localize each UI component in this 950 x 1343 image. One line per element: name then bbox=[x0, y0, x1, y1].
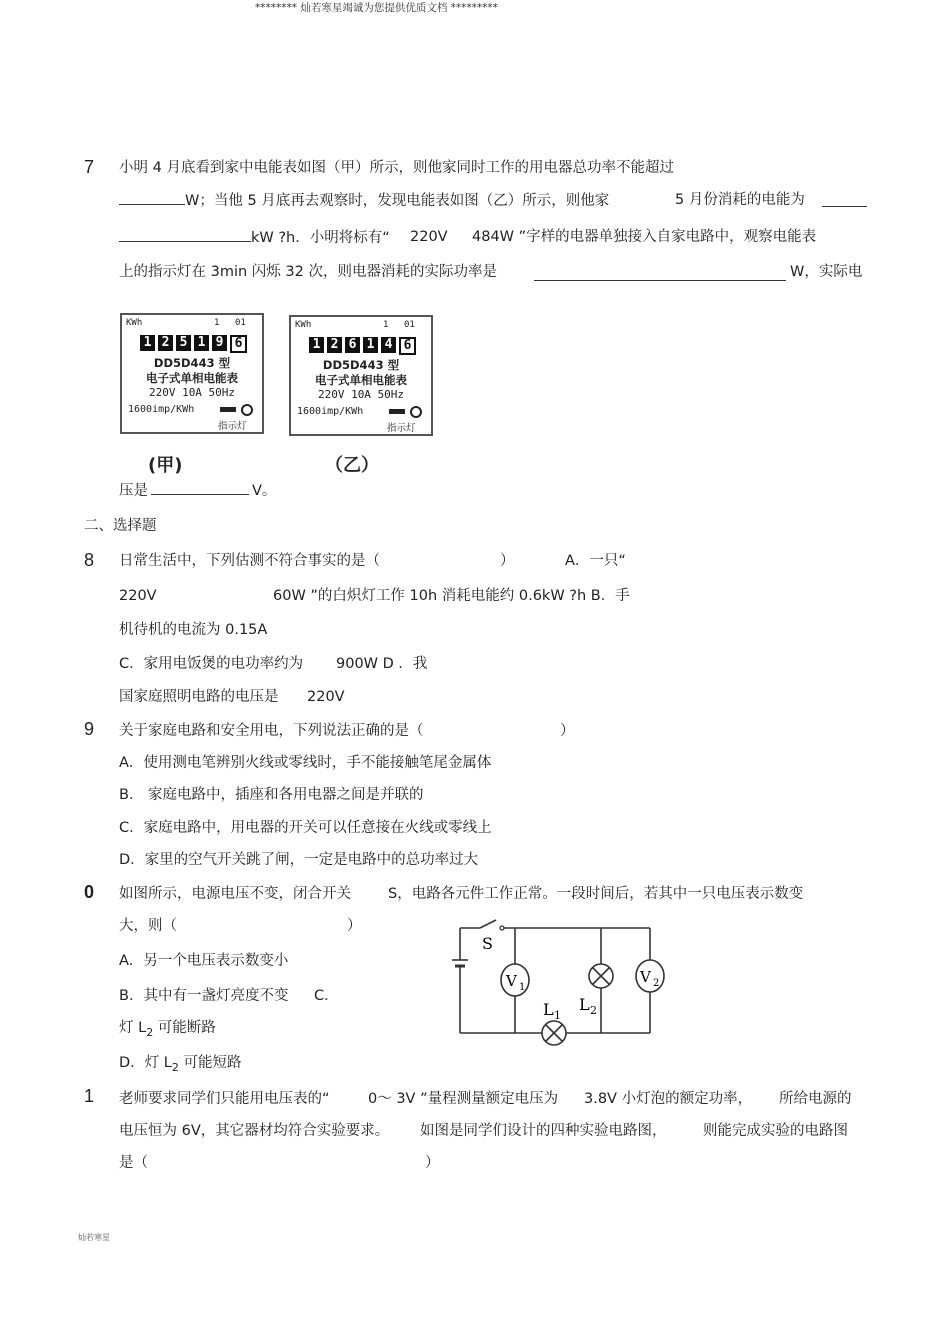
q11-line2: 电压恒为 6V，其它器材均符合实验要求。 bbox=[119, 1123, 390, 1139]
meter-indicator-label: 指示灯 bbox=[218, 421, 247, 432]
q7-line3-voltage: 220V bbox=[410, 229, 448, 245]
q10-option-c[interactable]: C． bbox=[314, 988, 339, 1004]
q10-option-c-text: 灯 $L_2$ 可能断路 bbox=[119, 1020, 216, 1039]
meter-digit: 4 bbox=[381, 337, 396, 353]
q10-stem2: 大，则（ bbox=[119, 918, 177, 934]
q10-stem-rest: S，电路各元件工作正常。一段时间后，若其中一只电压表示数变 bbox=[388, 886, 804, 902]
answer-blank[interactable] bbox=[119, 227, 251, 242]
meter-code: 01 bbox=[235, 318, 246, 328]
q9-stem-close: ） bbox=[560, 723, 575, 739]
switch-label: S bbox=[482, 934, 493, 953]
question-number-11: 1 bbox=[84, 1086, 95, 1106]
q11-line1-end: 所给电源的 bbox=[779, 1091, 852, 1107]
q11-line2-end: 则能完成实验的电路图 bbox=[703, 1123, 848, 1139]
meter-yi-caption: （乙） bbox=[325, 455, 379, 476]
q10-stem2-close: ） bbox=[347, 918, 362, 934]
q9-option-b[interactable]: B． 家庭电路中，插座和各用电器之间是并联的 bbox=[119, 787, 424, 803]
question-number-7: 7 bbox=[84, 157, 95, 177]
meter-digits bbox=[309, 337, 416, 355]
q9-option-c[interactable]: C．家庭电路中，用电器的开关可以任意接在火线或零线上 bbox=[119, 820, 492, 836]
q9-option-a[interactable]: A．使用测电笔辨别火线或零线时，手不能接触笔尾金属体 bbox=[119, 755, 492, 771]
q8-line2-voltage: 220V bbox=[119, 588, 157, 604]
page-footer: 灿若寒星 bbox=[78, 1233, 110, 1242]
meter-digit: 1 bbox=[309, 337, 324, 353]
q8-option-c: C．家用电饭煲的电功率约为 bbox=[119, 656, 304, 672]
meter-kwh-label: KWh bbox=[295, 320, 312, 330]
q9-stem: 关于家庭电路和安全用电，下列说法正确的是（ bbox=[119, 723, 424, 739]
answer-blank[interactable] bbox=[119, 190, 185, 205]
q10-option-b[interactable]: B．其中有一盏灯亮度不变 bbox=[119, 988, 289, 1004]
q8-option-d: 国家庭照明电路的电压是 bbox=[119, 689, 279, 705]
indicator-lamp-icon bbox=[388, 406, 426, 418]
meter-imp: 1600imp/KWh bbox=[297, 406, 364, 417]
meter-digits bbox=[140, 335, 247, 353]
meter-code: 01 bbox=[404, 320, 415, 330]
q10-option-a[interactable]: A．另一个电压表示数变小 bbox=[119, 953, 289, 969]
q7-line4: 上的指示灯在 3min 闪烁 32 次，则电器消耗的实际功率是 bbox=[119, 264, 497, 280]
q10-stem: 如图所示，电源电压不变，闭合开关 bbox=[119, 886, 351, 902]
q8-option-b-end: 机待机的电流为 0.15A bbox=[119, 622, 268, 638]
meter-model: DD5D443 型 bbox=[153, 356, 231, 370]
q11-line1: 老师要求同学们只能用电压表的“ bbox=[119, 1091, 330, 1107]
svg-text:V: V bbox=[506, 972, 517, 990]
q7-line3: kW ?h．小明将标有“ bbox=[119, 227, 390, 248]
question-number-9: 9 bbox=[84, 719, 95, 739]
meter-imp: 1600imp/KWh bbox=[128, 404, 195, 415]
q7-line3-rest: 484W ”字样的电器单独接入自家电路中，观察电能表 bbox=[472, 229, 817, 245]
answer-blank[interactable] bbox=[822, 206, 867, 207]
meter-digit: 1 bbox=[194, 335, 209, 351]
q7-line5: 压是 V。 bbox=[119, 480, 276, 501]
q8-stem: 日常生活中，下列估测不符合事实的是（ bbox=[119, 553, 380, 569]
q11-line1-rated: 3.8V 小灯泡的额定功率， bbox=[584, 1091, 753, 1107]
meter-jia-caption: (甲) bbox=[148, 455, 183, 476]
meter-digit: 2 bbox=[158, 335, 173, 351]
meter-kwh-label: KWh bbox=[126, 318, 143, 328]
meter-digit: 5 bbox=[176, 335, 191, 351]
svg-text:1: 1 bbox=[554, 1009, 561, 1022]
meter-name: 电子式单相电能表 bbox=[315, 373, 407, 387]
svg-text:L: L bbox=[579, 995, 590, 1014]
meter-digit-decimal: 6 bbox=[399, 337, 416, 355]
page-header: ******** 灿若寒星竭诚为您提供优质文档 ********* bbox=[255, 2, 498, 14]
meter-indicator-label: 指示灯 bbox=[387, 423, 416, 434]
meter-digit: 2 bbox=[327, 337, 342, 353]
meter-digit: 1 bbox=[140, 335, 155, 351]
circuit-diagram bbox=[440, 912, 670, 1052]
q11-line3-close: ） bbox=[425, 1155, 440, 1171]
q11-line3: 是（ bbox=[119, 1155, 148, 1171]
svg-text:V: V bbox=[640, 968, 651, 986]
svg-text:L: L bbox=[543, 1000, 554, 1019]
svg-text:1: 1 bbox=[519, 982, 526, 993]
q8-option-d-value: 220V bbox=[307, 689, 345, 705]
meter-digit: 6 bbox=[345, 337, 360, 353]
q11-line2-mid: 如图是同学们设计的四种实验电路图， bbox=[420, 1123, 667, 1139]
question-number-10: 0 bbox=[84, 882, 95, 902]
q10-option-d[interactable]: D．灯 $L_2$ 可能短路 bbox=[119, 1055, 242, 1074]
meter-model: DD5D443 型 bbox=[322, 358, 400, 372]
q7-line4-end: W，实际电 bbox=[790, 264, 863, 280]
meter-phase: 1 bbox=[214, 318, 220, 328]
indicator-lamp-icon bbox=[219, 404, 257, 416]
section-title: 二、选择题 bbox=[84, 518, 157, 534]
meter-spec: 220V 10A 50Hz bbox=[317, 388, 405, 401]
meter-digit: 9 bbox=[212, 335, 227, 351]
answer-blank[interactable] bbox=[151, 480, 249, 495]
answer-blank[interactable] bbox=[534, 280, 786, 281]
meter-spec: 220V 10A 50Hz bbox=[148, 386, 236, 399]
question-number-8: 8 bbox=[84, 550, 95, 570]
q7-line2-right: 5 月份消耗的电能为 bbox=[675, 192, 805, 208]
meter-digit-decimal: 6 bbox=[230, 335, 247, 353]
q7-line2: W；当他 5 月底再去观察时，发现电能表如图（乙）所示，则他家 bbox=[119, 190, 609, 211]
meter-phase: 1 bbox=[383, 320, 389, 330]
q8-line2: 60W ”的白炽灯工作 10h 消耗电能约 0.6kW ?h B．手 bbox=[273, 588, 630, 604]
svg-text:2: 2 bbox=[590, 1004, 597, 1017]
meter-yi bbox=[289, 315, 433, 436]
q7-line1: 小明 4 月底看到家中电能表如图（甲）所示，则他家同时工作的用电器总功率不能超过 bbox=[119, 160, 674, 176]
q9-option-d[interactable]: D．家里的空气开关跳了闸，一定是电路中的总功率过大 bbox=[119, 852, 479, 868]
q8-stem-close: ） bbox=[500, 553, 515, 569]
q8-option-c-value: 900W D ．我 bbox=[336, 656, 428, 672]
svg-text:2: 2 bbox=[653, 978, 660, 989]
meter-digit: 1 bbox=[363, 337, 378, 353]
meter-jia bbox=[120, 313, 264, 434]
q11-line1-range: 0～ 3V ”量程测量额定电压为 bbox=[368, 1091, 559, 1107]
meter-name: 电子式单相电能表 bbox=[146, 371, 238, 385]
q8-option-a-start: A．一只“ bbox=[565, 553, 626, 569]
